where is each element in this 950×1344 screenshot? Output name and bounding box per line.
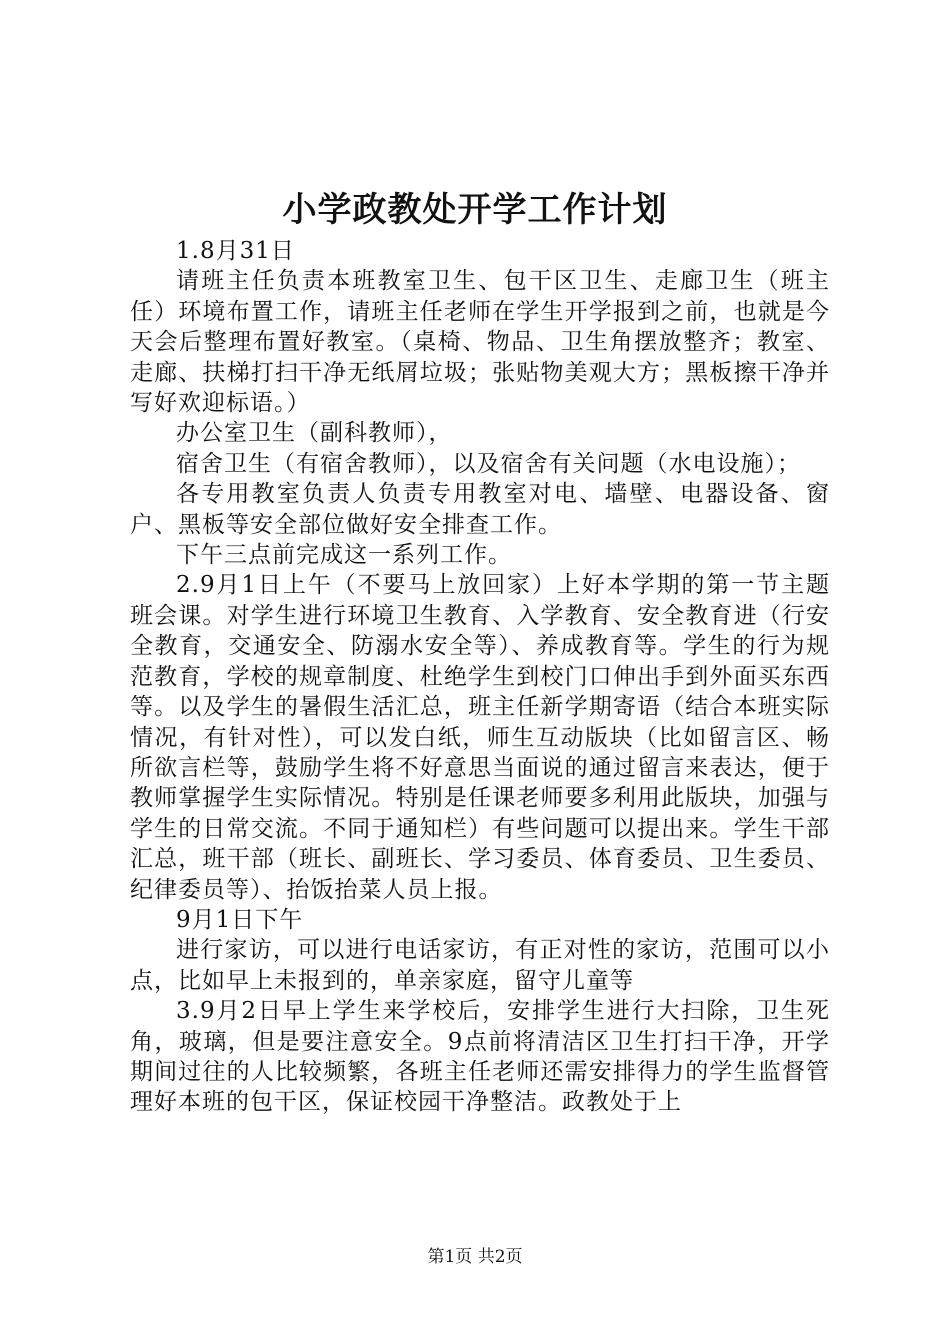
paragraph-item: 办公室卫生（副科教师）， [176, 420, 453, 447]
paragraph-item: 宿舍卫生（有宿舍教师），以及宿舍有关问题（水电设施）； [176, 450, 801, 477]
document-title: 小学政教处开学工作计划 [282, 190, 668, 230]
paragraph-item: 3.9月2日早上学生来学校后，安排学生进行大扫除，卫生死角，玻璃，但是要注意安全。9点前将清洁区卫生打扫干净，开学期间过往的人比较频繁，各班主任老师还需安排得力的学生监督管理好本班的包干区，保证校园干净整洁。政教处于上 [130, 998, 830, 1116]
paragraph-item: 各专用教室负责人负责专用教室对电、墙壁、电器设备、窗户、黑板等安全部位做好安全排查工作。 [130, 481, 830, 538]
page-number-footer: 第1页 共2页 [427, 1247, 523, 1267]
document-body [130, 236, 830, 1118]
paragraph-item: 1.8月31日 [176, 238, 295, 264]
paragraph-item: 2.9月1日上午（不要马上放回家）上好本学期的第一节主题班会课。对学生进行环境卫生教育、入学教育、安全教育进（行安全教育，交通安全、防溺水安全等）、养成教育等。学生的行为规范教育，学校的规章制度、杜绝学生到校门口伸出手到外面买东西等。以及学生的暑假生活汇总，班主任新学期寄语（结合本班实际情况，有针对性），可以发白纸，师生互动版块（比如留言区、畅所欲言栏等，鼓励学生将不好意思当面说的通过留言来表达，便于教师掌握学生实际情况。特别是任课老师要多利用此版块，加强与学生的日常交流。不同于通知栏）有些问题可以提出来。学生干部汇总，班干部（班长、副班长、学习委员、体育委员、卫生委员、纪律委员等）、抬饭抬菜人员上报。 [130, 572, 830, 903]
paragraph-item: 请班主任负责本班教室卫生、包干区卫生、走廊卫生（班主任）环境布置工作，请班主任老师在学生开学报到之前，也就是今天会后整理布置好教室。（桌椅、物品、卫生角摆放整齐；教室、走廊、扶梯打扫干净无纸屑垃圾；张贴物美观大方；黑板擦干净并写好欢迎标语。） [130, 268, 830, 417]
paragraph-item: 进行家访，可以进行电话家访，有正对性的家访，范围可以小点，比如早上未报到的，单亲家庭，留守儿童等 [130, 937, 830, 994]
paragraph-item: 下午三点前完成这一系列工作。 [176, 542, 512, 569]
paragraph-item: 9月1日下午 [176, 906, 304, 933]
